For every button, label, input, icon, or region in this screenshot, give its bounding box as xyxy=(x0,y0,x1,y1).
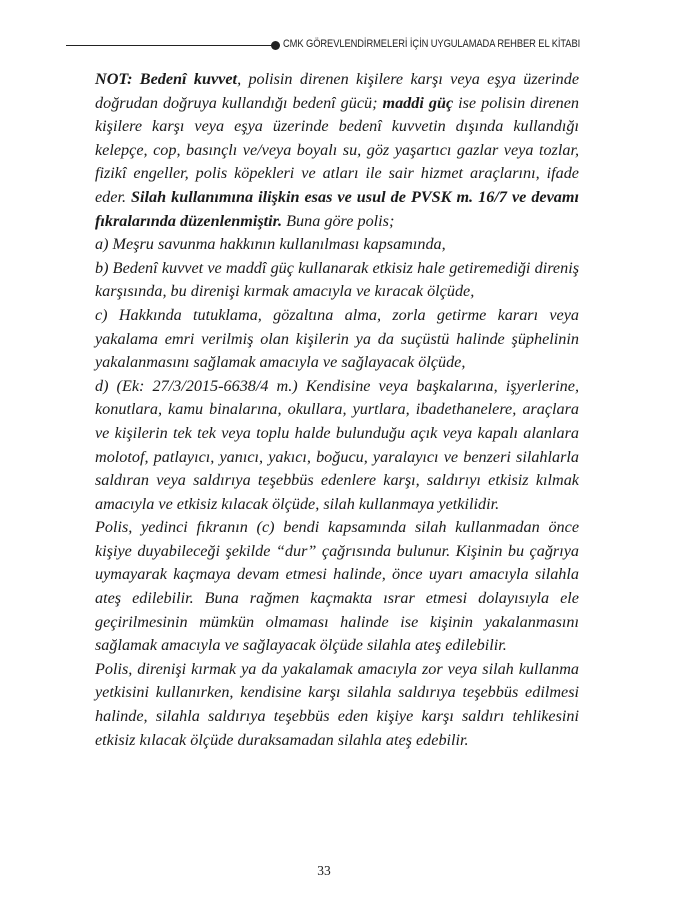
header-title: CMK GÖREVLENDİRMELERİ İÇİN UYGULAMADA REHBER EL KİTABI xyxy=(283,38,581,50)
list-item-c: c) Hakkında tutuklama, gözaltına alma, zorla getirme kararı veya yakalama emri verilmiş olan kişilerin ya da suçüstü halinde şüphelinin yakalanmasını sağlamak amacıyla ve sağlayacak ölçüde, xyxy=(95,305,579,372)
note-text-1: , polisin direnen kişilere karşı veya eşya üzerinde doğrudan doğruya kullandığı bedenî gücü; xyxy=(95,70,580,112)
list-item-a: a) Meşru savunma hakkının kullanılması kapsamında, xyxy=(95,235,446,254)
list-item-b: b) Bedenî kuvvet ve maddî güç kullanarak etkisiz hale getiremediği direniş karşısında, bu direnişi kırmak amacıyla ve kıracak ölçüde, xyxy=(95,258,579,301)
header-bullet-icon xyxy=(271,41,280,50)
warning-paragraph: Polis, yedinci fıkranın (c) bendi kapsamında silah kullanmadan önce kişiye duyabileceği şekilde “dur” çağrısında bulunur. Kişinin bu çağrıya uymayarak kaçmaya devam etmesi halinde, önce uyarı amacıyla silahla ateş edilebilir. Buna rağmen kaçmakta ısrar etmesi dolayısıyla ele geçirilmesinin mümkün olmaması halinde ise kişinin yakalanmasını sağlamak amacıyla ve sağlayacak ölçüde silahla ateş edilebilir. xyxy=(95,518,579,655)
note-text-2: ise polisin direnen kişilere karşı veya eşya üzerinde bedenî kuvvetin dışında kullandığı kelepçe, cop, basınçlı ve/veya boyalı su, göz yaşartıcı gazlar veya tozlar, fizikî engeller, polis köpekleri ve atları ile sair hizmet araçlarını, ifade eder. xyxy=(95,93,580,206)
note-paragraph xyxy=(95,68,579,233)
page-body xyxy=(95,68,579,752)
running-header xyxy=(66,36,652,56)
header-rule xyxy=(66,45,274,46)
note-text-3: Buna göre polis; xyxy=(282,211,395,230)
note-term-material-force: maddi güç xyxy=(382,93,454,112)
note-legal-reference: Silah kullanımına ilişkin esas ve usul de PVSK m. 16/7 ve devamı fıkralarında düzenlenmiştir. xyxy=(95,187,579,230)
list-item-d: d) (Ek: 27/3/2015-6638/4 m.) Kendisine veya başkalarına, işyerlerine, konutlara, kamu binalarına, okullara, yurtlara, ibadethanelere, araçlara ve kişilerin tek tek veya toplu halde bulunduğu açık veya kapalı alanlara molotof, patlayıcı, yanıcı, yakıcı, boğucu, yaralayıcı ve benzeri silahlarla saldıran veya saldırıya teşebbüs edenlere karşı, saldırıyı etkisiz kılmak amacıyla ve etkisiz kılacak ölçüde, silah kullanmaya yetkilidir. xyxy=(95,376,579,513)
note-term-bodily-force: NOT: Bedenî kuvvet xyxy=(95,70,238,88)
final-paragraph: Polis, direnişi kırmak ya da yakalamak amacıyla zor veya silah kullanma yetkisini kullanırken, kendisine karşı silahla saldırıya teşebbüs edilmesi halinde, silahla saldırıya teşebbüs eden kişiye karşı saldırı tehlikesini etkisiz kılacak ölçüde duraksamadan silahla ateş edebilir. xyxy=(95,659,579,749)
page-number: 33 xyxy=(317,863,331,878)
